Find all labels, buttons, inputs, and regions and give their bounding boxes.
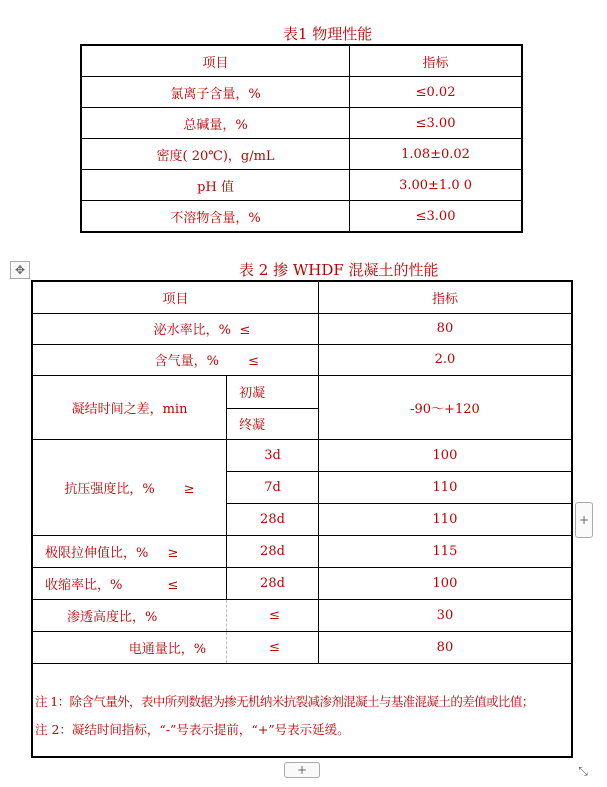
bleeding-value: 80 — [318, 313, 572, 344]
header-index: 指标 — [350, 45, 522, 77]
concrete-performance-table — [31, 280, 573, 758]
table-row — [32, 567, 572, 599]
permeation-label: 渗透高度比，% — [32, 599, 227, 631]
resize-handle-icon[interactable]: ⤡ — [578, 763, 588, 778]
row-value: ≤0.02 — [350, 77, 522, 108]
setting-label: 凝结时间之差，min — [32, 375, 227, 439]
setting-final: 终凝 — [227, 408, 319, 439]
table-row — [81, 77, 522, 108]
row-label: pH 值 — [81, 170, 350, 201]
notes-cell — [32, 663, 572, 757]
compressive-sign: ≥ — [183, 481, 195, 497]
electric-sign: ≤ — [227, 631, 319, 663]
air-label-cell — [32, 344, 318, 375]
setting-value: -90～+120 — [318, 375, 572, 439]
setting-initial: 初凝 — [227, 375, 319, 408]
table2-caption: 表 2 掺 WHDF 混凝土的性能 — [239, 261, 439, 279]
compressive-age: 3d — [227, 439, 319, 471]
table-row — [32, 375, 572, 408]
header-index: 指标 — [318, 281, 572, 313]
add-row-button[interactable]: + — [284, 762, 320, 778]
permeation-value: 30 — [318, 599, 572, 631]
row-label: 不溶物含量，% — [81, 201, 350, 233]
tensile-age: 28d — [227, 535, 319, 567]
tensile-label: 极限拉伸值比，% — [45, 545, 149, 561]
compressive-value: 100 — [318, 439, 572, 471]
table-row — [81, 108, 522, 139]
row-value: ≤3.00 — [350, 201, 522, 233]
table-header-row — [81, 45, 522, 77]
table-row — [32, 599, 572, 631]
shrinkage-label-cell — [32, 567, 227, 599]
compressive-value: 110 — [318, 503, 572, 535]
air-label: 含气量，% — [154, 354, 219, 369]
tensile-value: 115 — [318, 535, 572, 567]
electric-label: 电通量比，% — [32, 631, 227, 663]
table-row — [32, 535, 572, 567]
table-row — [32, 313, 572, 344]
compressive-label-cell — [32, 439, 227, 535]
shrinkage-value: 100 — [318, 567, 572, 599]
table1-caption: 表1 物理性能 — [283, 25, 373, 43]
note-1: 注 1：除含气量外，表中所列数据为掺无机纳米抗裂减渗剂混凝土与基准混凝土的差值或比值； — [35, 693, 534, 709]
physical-properties-table — [80, 44, 523, 233]
row-label: 密度( 20℃)，g/mL — [81, 139, 350, 170]
compressive-age: 7d — [227, 471, 319, 503]
air-value: 2.0 — [318, 344, 572, 375]
row-value: ≤3.00 — [350, 108, 522, 139]
table-row — [32, 439, 572, 471]
air-sign: ≤ — [248, 354, 259, 369]
row-label: 氯离子含量，% — [81, 77, 350, 108]
shrinkage-label: 收缩率比，% — [45, 577, 123, 593]
shrinkage-sign: ≤ — [167, 577, 179, 593]
notes-row — [32, 663, 572, 757]
table-row — [81, 170, 522, 201]
table-row — [32, 631, 572, 663]
tensile-sign: ≥ — [167, 545, 179, 561]
header-item: 项目 — [32, 281, 318, 313]
table-row — [32, 344, 572, 375]
add-column-button[interactable]: + — [575, 502, 593, 538]
table-header-row — [32, 281, 572, 313]
header-item: 项目 — [81, 45, 350, 77]
table-move-handle-icon[interactable]: ✥ — [10, 261, 30, 279]
electric-value: 80 — [318, 631, 572, 663]
note-2: 注 2：凝结时间指标，“-”号表示提前，“+”号表示延缓。 — [35, 721, 350, 737]
row-label: 总碱量，% — [81, 108, 350, 139]
table-row — [81, 201, 522, 233]
compressive-value: 110 — [318, 471, 572, 503]
compressive-age: 28d — [227, 503, 319, 535]
bleeding-label: 泌水率比，% — [153, 323, 231, 338]
shrinkage-age: 28d — [227, 567, 319, 599]
tensile-label-cell — [32, 535, 227, 567]
compressive-label: 抗压强度比，% — [64, 481, 155, 497]
bleeding-label-cell — [32, 313, 318, 344]
table-row — [81, 139, 522, 170]
bleeding-sign: ≤ — [239, 323, 251, 338]
row-value: 3.00±1.0 0 — [350, 170, 522, 201]
row-value: 1.08±0.02 — [350, 139, 522, 170]
permeation-sign: ≤ — [227, 599, 319, 631]
